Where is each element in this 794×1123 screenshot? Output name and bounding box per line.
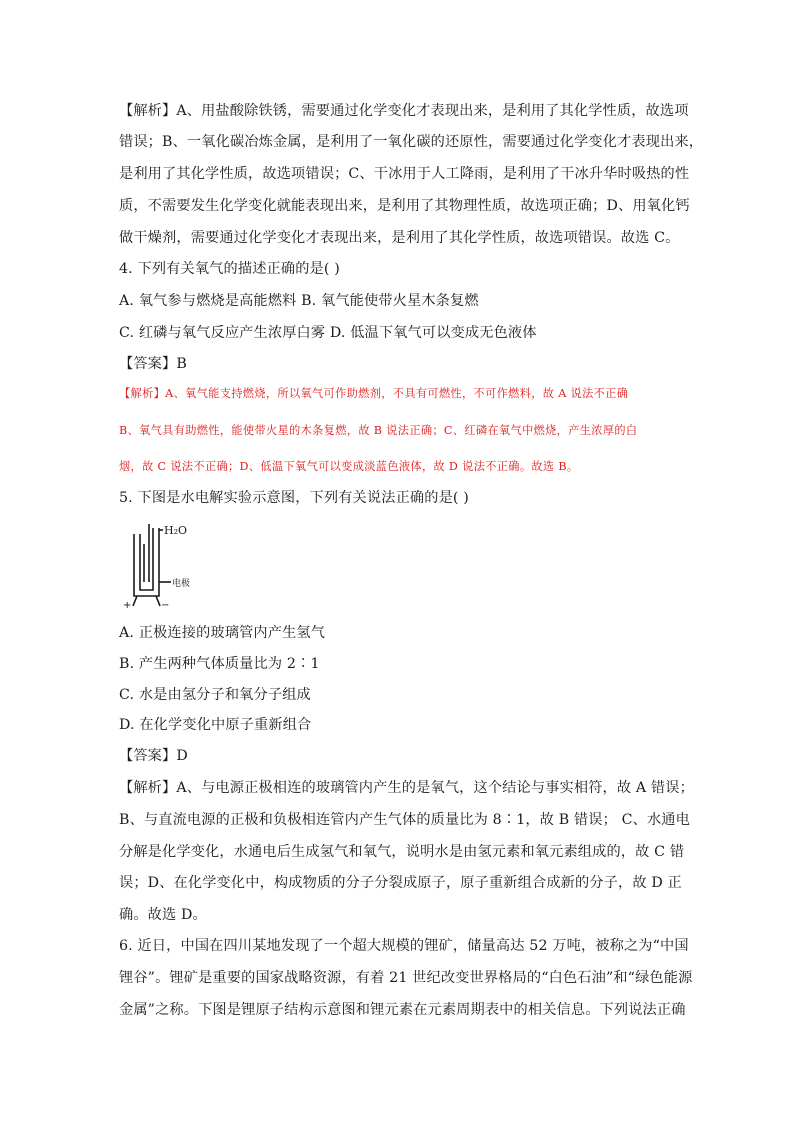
question-5-option-a: A. 正极连接的玻璃管内产生氢气 xyxy=(119,625,326,641)
analysis-q4-line-2: B、氧气具有助燃性，能使带火星的木条复燃，故 B 说法正确；C、红磷在氧气中燃烧，产生浓厚的白 xyxy=(119,424,638,437)
question-4-options-ab: A. 氧气参与燃烧是高能燃料 B. 氧气能使带火星木条复燃 xyxy=(119,293,479,309)
negative-terminal-label: − xyxy=(161,600,170,611)
analysis-q3-line-5: 做干燥剂，需要通过化学变化才表现出来，是利用了其化学性质，故选项错误。故选 C。 xyxy=(119,230,680,246)
electrode-label: 电极 xyxy=(172,579,191,589)
analysis-q3-line-4: 质，不需要发生化学变化就能表现出来，是利用了其物理性质，故选项正确；D、用氧化钙 xyxy=(119,198,690,214)
analysis-q3-line-3: 是利用了其化学性质，故选项错误；C、干冰用于人工降雨，是利用了干冰升华时吸热的性 xyxy=(119,166,690,182)
analysis-q5-line-1: 【解析】A、与电源正极相连的玻璃管内产生的是氧气，这个结论与事实相符，故 A 错误； xyxy=(119,780,694,796)
question-4-options-cd: C. 红磷与氧气反应产生浓厚白雾 D. 低温下氧气可以变成无色液体 xyxy=(119,325,537,341)
water-electrolysis-diagram xyxy=(118,520,210,612)
question-5-answer: 【答案】D xyxy=(119,748,188,764)
question-5-option-b: B. 产生两种气体质量比为 2∶1 xyxy=(119,656,320,672)
analysis-q5-line-5: 确。故选 D。 xyxy=(119,907,207,923)
analysis-q4-line-3: 烟，故 C 说法不正确；D、低温下氧气可以变成淡蓝色液体，故 D 说法不正确。故选 B。 xyxy=(119,460,579,473)
analysis-q4-line-1: 【解析】A、氧气能支持燃烧，所以氧气可作助燃剂，不具有可燃性，不可作燃料，故 A 说法不正确 xyxy=(119,387,629,400)
question-6-line-2: 锂谷”。锂矿是重要的国家战略资源，有着 21 世纪改变世界格局的“白色石油”和“绿色能源 xyxy=(119,970,693,986)
analysis-q5-line-4: 误；D、在化学变化中，构成物质的分子分裂成原子，原子重新组合成新的分子，故 D 正 xyxy=(119,875,682,891)
question-4-stem: 4. 下列有关氧气的描述正确的是( ) xyxy=(119,261,340,277)
analysis-q3-line-1: 【解析】A、用盐酸除铁锈，需要通过化学变化才表现出来，是利用了其化学性质，故选项 xyxy=(119,103,689,119)
question-5-stem: 5. 下图是水电解实验示意图，下列有关说法正确的是( ) xyxy=(119,490,469,506)
positive-terminal-label: + xyxy=(123,600,132,611)
question-5-option-c: C. 水是由氢分子和氧分子组成 xyxy=(119,687,311,703)
question-4-answer: 【答案】B xyxy=(119,356,187,372)
analysis-q3-line-2: 错误；B、一氧化碳冶炼金属，是利用了一氧化碳的还原性，需要通过化学变化才表现出来， xyxy=(119,134,704,150)
analysis-q5-line-3: 分解是化学变化，水通电后生成氢气和氧气，说明水是由氢元素和氧元素组成的，故 C 错 xyxy=(119,844,685,860)
question-5-option-d: D. 在化学变化中原子重新组合 xyxy=(119,717,312,733)
analysis-q5-line-2: B、与直流电源的正极和负极相连管内产生气体的质量比为 8∶1，故 B 错误； C、水通电 xyxy=(119,812,690,828)
question-6-line-1: 6. 近日，中国在四川某地发现了一个超大规模的锂矿，储量高达 52 万吨，被称之为“中国 xyxy=(119,938,689,954)
question-6-line-3: 金属”之称。下图是锂原子结构示意图和锂元素在元素周期表中的相关信息。下列说法正确 xyxy=(119,1002,686,1018)
formula-label: H₂O xyxy=(164,524,188,537)
